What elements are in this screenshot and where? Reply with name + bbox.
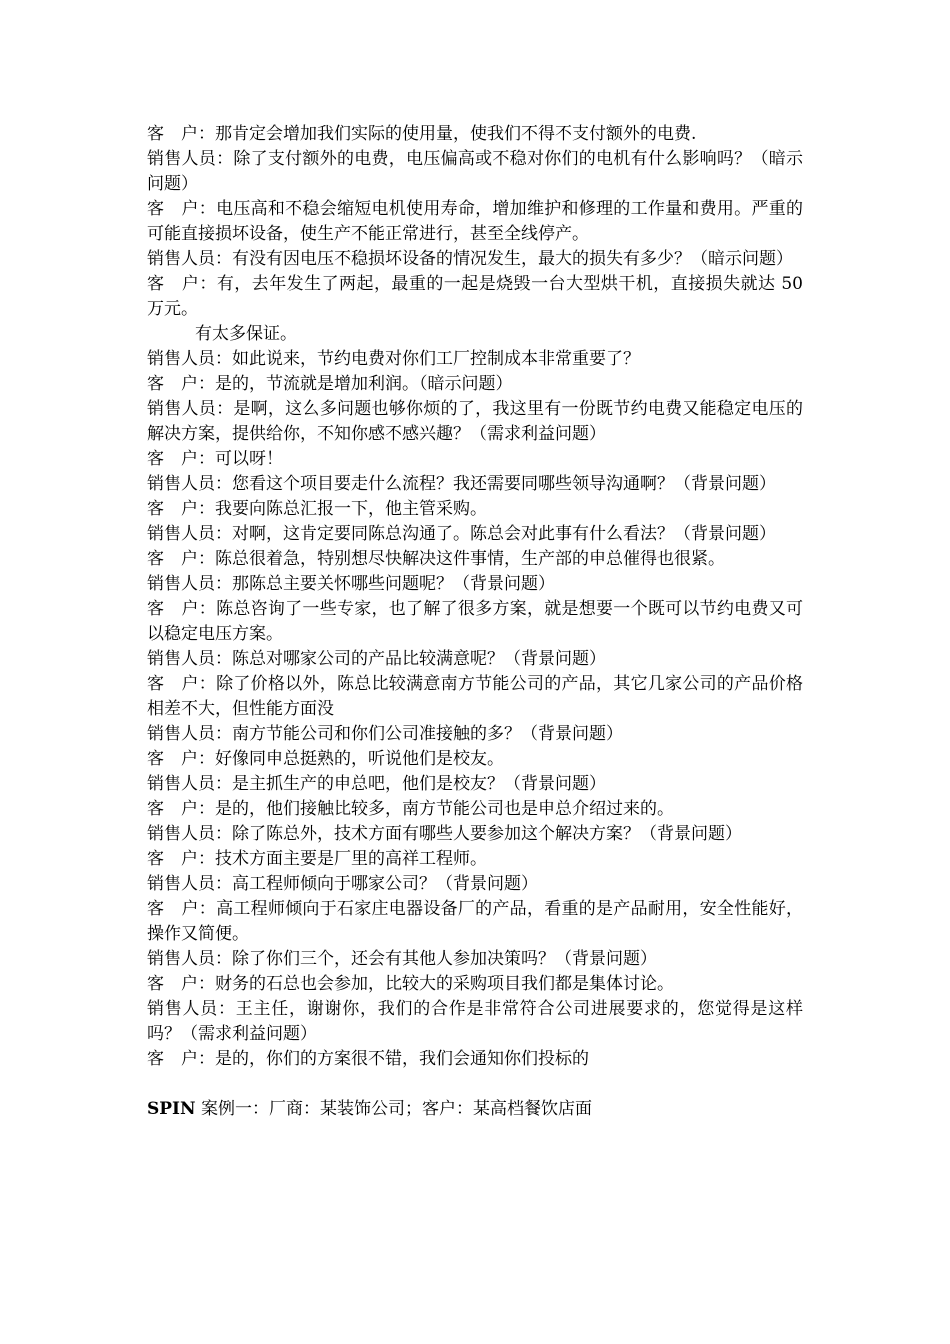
case-heading-bold: SPIN xyxy=(147,1099,196,1119)
dialogue-line: 客 户：财务的石总也会参加，比较大的采购项目我们都是集体讨论。 xyxy=(147,974,674,994)
dialogue-line: 销售人员：王主任，谢谢你，我们的合作是非常符合公司进展要求的，您觉得是这样吗？（需求利益问题） xyxy=(147,999,803,1044)
dialogue-fragment: 有太多保证。 xyxy=(195,324,297,344)
dialogue-line: 客 户：除了价格以外，陈总比较满意南方节能公司的产品，其它几家公司的产品价格相差不大，但性能方面没 xyxy=(147,674,803,719)
dialogue-line: 客 户：高工程师倾向于石家庄电器设备厂的产品，看重的是产品耐用，安全性能好，操作又简便。 xyxy=(147,899,803,944)
dialogue-line: 销售人员：除了陈总外，技术方面有哪些人要参加这个解决方案？（背景问题） xyxy=(147,824,742,844)
dialogue-line: 销售人员：对啊，这肯定要同陈总沟通了。陈总会对此事有什么看法？（背景问题） xyxy=(147,524,776,544)
dialogue-line: 销售人员：除了支付额外的电费，电压偏高或不稳对你们的电机有什么影响吗？（暗示问题） xyxy=(147,149,803,194)
document-page xyxy=(147,122,803,1122)
dialogue-line: 销售人员：您看这个项目要走什么流程？我还需要同哪些领导沟通啊？（背景问题） xyxy=(147,474,776,494)
case-heading xyxy=(147,1097,803,1122)
dialogue-line: 销售人员：那陈总主要关怀哪些问题呢？（背景问题） xyxy=(147,574,555,594)
blank-line xyxy=(147,1072,803,1097)
dialogue-line: 客 户：陈总很着急，特别想尽快解决这件事情，生产部的申总催得也很紧。 xyxy=(147,549,725,569)
dialogue-line: 销售人员：除了你们三个，还会有其他人参加决策吗？（背景问题） xyxy=(147,949,657,969)
dialogue-line: 客 户：是的，他们接触比较多，南方节能公司也是申总介绍过来的。 xyxy=(147,799,674,819)
dialogue-line: 销售人员：有没有因电压不稳损坏设备的情况发生，最大的损失有多少？（暗示问题） xyxy=(147,249,793,269)
dialogue-line: 销售人员：是主抓生产的申总吧，他们是校友？（背景问题） xyxy=(147,774,606,794)
dialogue-line: 客 户：技术方面主要是厂里的高祥工程师。 xyxy=(147,849,487,869)
dialogue-line: 客 户：是的，你们的方案很不错，我们会通知你们投标的 xyxy=(147,1049,589,1069)
dialogue-line: 销售人员：高工程师倾向于哪家公司？（背景问题） xyxy=(147,874,538,894)
dialogue-line: 销售人员：如此说来，节约电费对你们工厂控制成本非常重要了？ xyxy=(147,349,640,369)
dialogue-line: 客 户：是的，节流就是增加利润。（暗示问题） xyxy=(147,374,513,394)
dialogue-line: 客 户：可以呀！ xyxy=(147,449,283,469)
dialogue-line: 客 户：那肯定会增加我们实际的使用量，使我们不得不支付额外的电费. xyxy=(147,124,697,144)
dialogue-line: 销售人员：南方节能公司和你们公司准接触的多？（背景问题） xyxy=(147,724,623,744)
dialogue-line: 客 户：有，去年发生了两起，最重的一起是烧毁一台大型烘干机，直接损失就达 50 万元。 xyxy=(147,274,803,319)
dialogue-line: 客 户：我要向陈总汇报一下，他主管采购。 xyxy=(147,499,487,519)
dialogue-line: 客 户：好像同申总挺熟的，听说他们是校友。 xyxy=(147,749,504,769)
dialogue-line: 客 户：电压高和不稳会缩短电机使用寿命，增加维护和修理的工作量和费用。严重的可能直接损坏设备，使生产不能正常进行，甚至全线停产。 xyxy=(147,199,803,244)
dialogue-line: 销售人员：陈总对哪家公司的产品比较满意呢？（背景问题） xyxy=(147,649,606,669)
dialogue-line: 销售人员：是啊，这么多问题也够你烦的了，我这里有一份既节约电费又能稳定电压的解决方案，提供给你，不知你感不感兴趣？（需求利益问题） xyxy=(147,399,803,444)
case-heading-text: 案例一：厂商：某装饰公司；客户：某高档餐饮店面 xyxy=(195,1099,592,1119)
dialogue-line: 客 户：陈总咨询了一些专家，也了解了很多方案，就是想要一个既可以节约电费又可以稳定电压方案。 xyxy=(147,599,803,644)
